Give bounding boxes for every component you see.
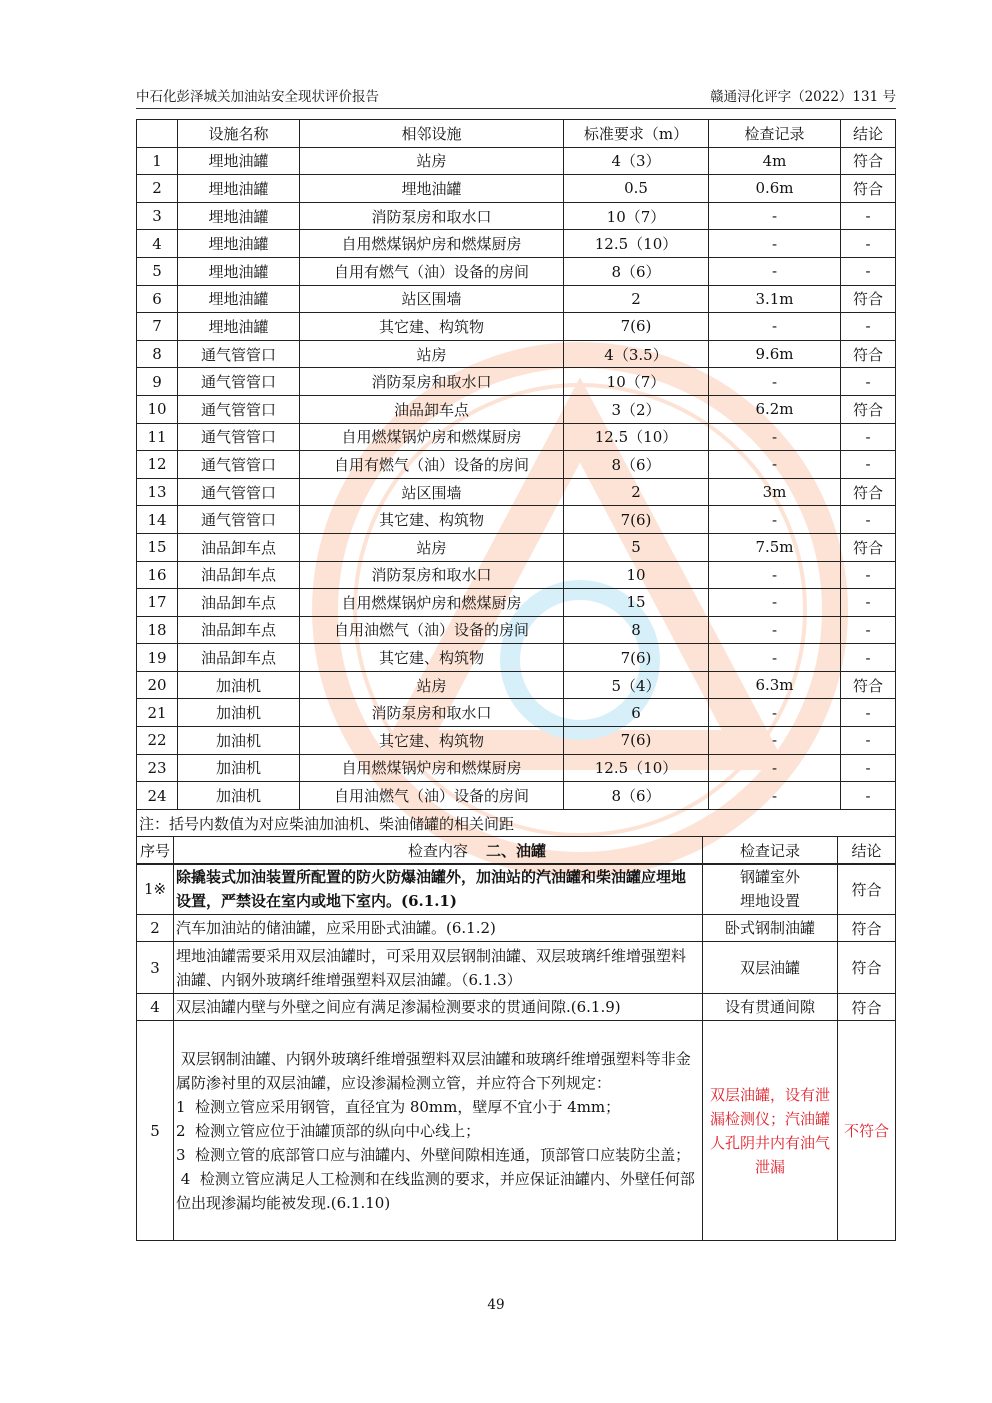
table-cell: 12.5（10） <box>564 230 709 258</box>
table-cell: 其它建、构筑物 <box>300 727 564 755</box>
table-row <box>137 175 896 203</box>
table-cell: - <box>709 451 841 479</box>
table-cell: - <box>841 257 896 285</box>
table-cell: 通气管管口 <box>178 340 300 368</box>
table-cell: 0.6m <box>709 175 841 203</box>
table-cell: 9.6m <box>709 340 841 368</box>
table-cell: - <box>709 727 841 755</box>
table-cell: - <box>709 368 841 396</box>
column-header <box>137 120 178 148</box>
table-row <box>137 942 896 994</box>
table-cell: 12 <box>137 451 178 479</box>
table-cell: 埋地油罐 <box>300 175 564 203</box>
table-cell: - <box>709 616 841 644</box>
table-cell: - <box>709 754 841 782</box>
table-row <box>137 589 896 617</box>
table-cell: - <box>841 644 896 672</box>
table-cell: 1 <box>137 147 178 175</box>
table-row <box>137 671 896 699</box>
record-line: 卧式钢制油罐 <box>724 919 815 937</box>
table-cell: 符合 <box>841 533 896 561</box>
table-cell: 油品卸车点 <box>178 616 300 644</box>
table-cell: 8 <box>137 340 178 368</box>
table-cell: 通气管管口 <box>178 368 300 396</box>
column-header: 检查记录 <box>709 120 841 148</box>
table-cell: 通气管管口 <box>178 478 300 506</box>
table-cell: - <box>841 589 896 617</box>
table-row <box>137 451 896 479</box>
table-cell: 自用燃煤锅炉房和燃煤厨房 <box>300 423 564 451</box>
table-cell: 7 <box>137 313 178 341</box>
table-cell: - <box>709 313 841 341</box>
table-cell: - <box>841 451 896 479</box>
inspection-result: 符合 <box>838 864 896 915</box>
table-cell: 6 <box>137 285 178 313</box>
table-cell: 18 <box>137 616 178 644</box>
table-cell: 20 <box>137 671 178 699</box>
table-cell: 通气管管口 <box>178 395 300 423</box>
table-cell: 10（7） <box>564 368 709 396</box>
record-line: 埋地设置 <box>739 892 800 910</box>
inspection-record <box>703 942 838 994</box>
inspection-record <box>703 864 838 915</box>
table-cell: 埋地油罐 <box>178 313 300 341</box>
table-cell: 4（3） <box>564 147 709 175</box>
page-header <box>136 88 896 109</box>
oil-tank-inspection-table <box>136 836 896 1241</box>
table-row <box>137 644 896 672</box>
table-cell: 2 <box>564 478 709 506</box>
table-cell: 4m <box>709 147 841 175</box>
inspection-result: 不符合 <box>838 1021 896 1241</box>
content-line: 埋地油罐需要采用双层油罐时，可采用双层钢制油罐、双层玻璃纤维增强塑料油罐、内钢外玻璃纤维增强塑料双层油罐。（6.1.3） <box>176 946 687 989</box>
table-cell: - <box>841 782 896 810</box>
table-cell: 加油机 <box>178 727 300 755</box>
row-number: 2 <box>137 915 174 942</box>
table-row <box>137 423 896 451</box>
table-cell: 自用燃煤锅炉房和燃煤厨房 <box>300 230 564 258</box>
inspection-record <box>703 1021 838 1241</box>
table-cell: - <box>709 230 841 258</box>
table-cell: 加油机 <box>178 671 300 699</box>
inspection-record <box>703 915 838 942</box>
table-cell: 4（3.5） <box>564 340 709 368</box>
table-cell: 自用燃煤锅炉房和燃煤厨房 <box>300 754 564 782</box>
table-cell: 符合 <box>841 340 896 368</box>
report-number: 赣通浔化评字（2022）131 号 <box>710 89 896 105</box>
table-cell: - <box>709 782 841 810</box>
table-cell: 8（6） <box>564 257 709 285</box>
table-cell: 12.5（10） <box>564 754 709 782</box>
table-cell: 符合 <box>841 285 896 313</box>
column-header: 检查记录 <box>703 837 838 864</box>
column-header: 检查内容 <box>174 837 703 864</box>
table-cell: 3 <box>137 202 178 230</box>
table-cell: 通气管管口 <box>178 506 300 534</box>
table-header-row <box>137 837 896 864</box>
table-cell: 22 <box>137 727 178 755</box>
table-cell: 19 <box>137 644 178 672</box>
table-cell: 7(6) <box>564 506 709 534</box>
column-header: 序号 <box>137 837 174 864</box>
inspection-result: 符合 <box>838 915 896 942</box>
table-cell: 自用油燃气（油）设备的房间 <box>300 616 564 644</box>
table-cell: 10 <box>564 561 709 589</box>
table-cell: 0.5 <box>564 175 709 203</box>
table-cell: 埋地油罐 <box>178 147 300 175</box>
table-cell: 站房 <box>300 533 564 561</box>
table-cell: 埋地油罐 <box>178 202 300 230</box>
table-cell: 14 <box>137 506 178 534</box>
column-header: 结论 <box>838 837 896 864</box>
table-cell: - <box>841 727 896 755</box>
column-header: 标准要求（m） <box>564 120 709 148</box>
report-title: 中石化彭泽城关加油站安全现状评价报告 <box>136 89 379 105</box>
table-cell: 4 <box>137 230 178 258</box>
table-cell: 7(6) <box>564 727 709 755</box>
content-line: 2 检测立管应位于油罐顶部的纵向中心线上； <box>176 1121 481 1140</box>
table-row <box>137 533 896 561</box>
table-cell: - <box>841 561 896 589</box>
table-cell: 埋地油罐 <box>178 257 300 285</box>
table-row <box>137 561 896 589</box>
table-cell: 5 <box>137 257 178 285</box>
table-cell: 5 <box>564 533 709 561</box>
table-cell: 3.1m <box>709 285 841 313</box>
table-row <box>137 257 896 285</box>
table-cell: 11 <box>137 423 178 451</box>
table-cell: 符合 <box>841 395 896 423</box>
inspection-content <box>174 994 703 1021</box>
row-number: 4 <box>137 994 174 1021</box>
table-cell: 消防泵房和取水口 <box>300 368 564 396</box>
table-cell: - <box>709 644 841 672</box>
inspection-result: 符合 <box>838 942 896 994</box>
table-cell: 10 <box>137 395 178 423</box>
column-header: 设施名称 <box>178 120 300 148</box>
table-cell: - <box>841 754 896 782</box>
record-line: 双层油罐，设有泄漏检测仪；汽油罐人孔阴井内有油气泄漏 <box>709 1085 830 1176</box>
table-cell: - <box>841 506 896 534</box>
table-cell: 9 <box>137 368 178 396</box>
table-row <box>137 616 896 644</box>
table-cell: 消防泵房和取水口 <box>300 699 564 727</box>
table-cell: 13 <box>137 478 178 506</box>
table-cell: 6 <box>564 699 709 727</box>
table-cell: - <box>709 589 841 617</box>
table-cell: 7.5m <box>709 533 841 561</box>
table-cell: 站区围墙 <box>300 285 564 313</box>
table-cell: 消防泵房和取水口 <box>300 561 564 589</box>
table-note: 注：括号内数值为对应柴油加油机、柴油储罐的相关间距 <box>137 809 896 837</box>
table-cell: - <box>709 202 841 230</box>
table-cell: 24 <box>137 782 178 810</box>
table-cell: 15 <box>564 589 709 617</box>
table-row <box>137 994 896 1021</box>
table-cell: - <box>709 257 841 285</box>
table-row <box>137 202 896 230</box>
inspection-content <box>174 864 703 915</box>
table-cell: 站房 <box>300 147 564 175</box>
content-line: 汽车加油站的储油罐，应采用卧式油罐。(6.1.2) <box>176 919 496 937</box>
table-row <box>137 754 896 782</box>
column-header: 结论 <box>841 120 896 148</box>
table-cell: 8 <box>564 616 709 644</box>
table-header-row <box>137 120 896 148</box>
table-cell: - <box>841 423 896 451</box>
table-cell: 埋地油罐 <box>178 175 300 203</box>
record-line: 设有贯通间隙 <box>724 998 815 1016</box>
table-cell: 8（6） <box>564 451 709 479</box>
table-cell: 符合 <box>841 175 896 203</box>
table-cell: 15 <box>137 533 178 561</box>
table-row <box>137 368 896 396</box>
table-row <box>137 395 896 423</box>
table-cell: 油品卸车点 <box>300 395 564 423</box>
table-cell: 符合 <box>841 147 896 175</box>
table-row <box>137 313 896 341</box>
table-row <box>137 478 896 506</box>
content-line: 3 检测立管的底部管口应与油罐内、外壁间隙相连通，顶部管口应装防尘盖； <box>176 1145 691 1164</box>
table-cell: 自用油燃气（油）设备的房间 <box>300 782 564 810</box>
table-cell: - <box>841 616 896 644</box>
content-line: 1 检测立管应采用钢管，直径宜为 80mm，壁厚不宜小于 4mm； <box>176 1097 621 1116</box>
content-line: 双层钢制油罐、内钢外玻璃纤维增强塑料双层油罐和玻璃纤维增强塑料等非金属防渗衬里的双层油罐，应设渗漏检测立管，并应符合下列规定： <box>176 1049 691 1092</box>
table-cell: 站房 <box>300 340 564 368</box>
table-cell: 油品卸车点 <box>178 589 300 617</box>
table-cell: 16 <box>137 561 178 589</box>
table-cell: 埋地油罐 <box>178 285 300 313</box>
table-cell: - <box>709 506 841 534</box>
inspection-content <box>174 1021 703 1241</box>
table-cell: 站区围墙 <box>300 478 564 506</box>
table-cell: 2 <box>564 285 709 313</box>
table-row <box>137 340 896 368</box>
table-cell: 12.5（10） <box>564 423 709 451</box>
table-row <box>137 699 896 727</box>
row-number: 3 <box>137 942 174 994</box>
table-cell: - <box>709 561 841 589</box>
table-cell: 5（4） <box>564 671 709 699</box>
table-cell: 7(6) <box>564 644 709 672</box>
table-cell: 8（6） <box>564 782 709 810</box>
table-row <box>137 147 896 175</box>
table-row <box>137 864 896 915</box>
table-row <box>137 506 896 534</box>
distance-inspection-table <box>136 119 896 865</box>
inspection-result: 符合 <box>838 994 896 1021</box>
table-cell: - <box>841 368 896 396</box>
table-cell: 自用有燃气（油）设备的房间 <box>300 451 564 479</box>
table-cell: 通气管管口 <box>178 423 300 451</box>
table-cell: 自用有燃气（油）设备的房间 <box>300 257 564 285</box>
record-line: 双层油罐 <box>739 958 800 977</box>
table-cell: 其它建、构筑物 <box>300 506 564 534</box>
table-row <box>137 230 896 258</box>
row-number: 5 <box>137 1021 174 1241</box>
inspection-content <box>174 942 703 994</box>
table-cell: 2 <box>137 175 178 203</box>
table-cell: - <box>709 423 841 451</box>
record-line: 钢罐室外 <box>739 868 800 886</box>
content-line: 除撬装式加油装置所配置的防火防爆油罐外，加油站的汽油罐和柴油罐应埋地设置，严禁设在室内或地下室内。(6.1.1) <box>176 868 687 910</box>
content-line: 4 检测立管应满足人工检测和在线监测的要求，并应保证油罐内、外壁任何部位出现渗漏均能被发现.(6.1.10) <box>176 1169 695 1212</box>
table-row <box>137 1021 896 1241</box>
inspection-record <box>703 994 838 1021</box>
table-cell: 埋地油罐 <box>178 230 300 258</box>
table-cell: 3（2） <box>564 395 709 423</box>
table-row <box>137 782 896 810</box>
table-cell: 符合 <box>841 671 896 699</box>
table-cell: - <box>841 202 896 230</box>
table-cell: 7(6) <box>564 313 709 341</box>
table-cell: 3m <box>709 478 841 506</box>
content-line: 双层油罐内壁与外壁之间应有满足渗漏检测要求的贯通间隙.(6.1.9) <box>176 998 621 1016</box>
table-cell: 17 <box>137 589 178 617</box>
column-header: 相邻设施 <box>300 120 564 148</box>
table-cell: 消防泵房和取水口 <box>300 202 564 230</box>
table-cell: 21 <box>137 699 178 727</box>
table-cell: 通气管管口 <box>178 451 300 479</box>
table-cell: 加油机 <box>178 699 300 727</box>
table-cell: 自用燃煤锅炉房和燃煤厨房 <box>300 589 564 617</box>
table-cell: 加油机 <box>178 754 300 782</box>
inspection-content <box>174 915 703 942</box>
table-cell: 10（7） <box>564 202 709 230</box>
table-cell: - <box>841 699 896 727</box>
table-cell: 油品卸车点 <box>178 561 300 589</box>
table-cell: 6.2m <box>709 395 841 423</box>
table-cell: - <box>841 230 896 258</box>
table-cell: 站房 <box>300 671 564 699</box>
table-cell: 加油机 <box>178 782 300 810</box>
section-title: 二、油罐 <box>137 837 896 865</box>
table-cell: 其它建、构筑物 <box>300 313 564 341</box>
table-cell: 其它建、构筑物 <box>300 644 564 672</box>
row-number: 1※ <box>137 864 174 915</box>
table-cell: - <box>709 699 841 727</box>
table-cell: 23 <box>137 754 178 782</box>
table-cell: 油品卸车点 <box>178 533 300 561</box>
page-number: 49 <box>487 1297 505 1313</box>
table-row <box>137 285 896 313</box>
table-row <box>137 727 896 755</box>
table-cell: 6.3m <box>709 671 841 699</box>
table-note-row <box>137 809 896 837</box>
table-cell: 符合 <box>841 478 896 506</box>
table-cell: 油品卸车点 <box>178 644 300 672</box>
table-cell: - <box>841 313 896 341</box>
table-row <box>137 915 896 942</box>
